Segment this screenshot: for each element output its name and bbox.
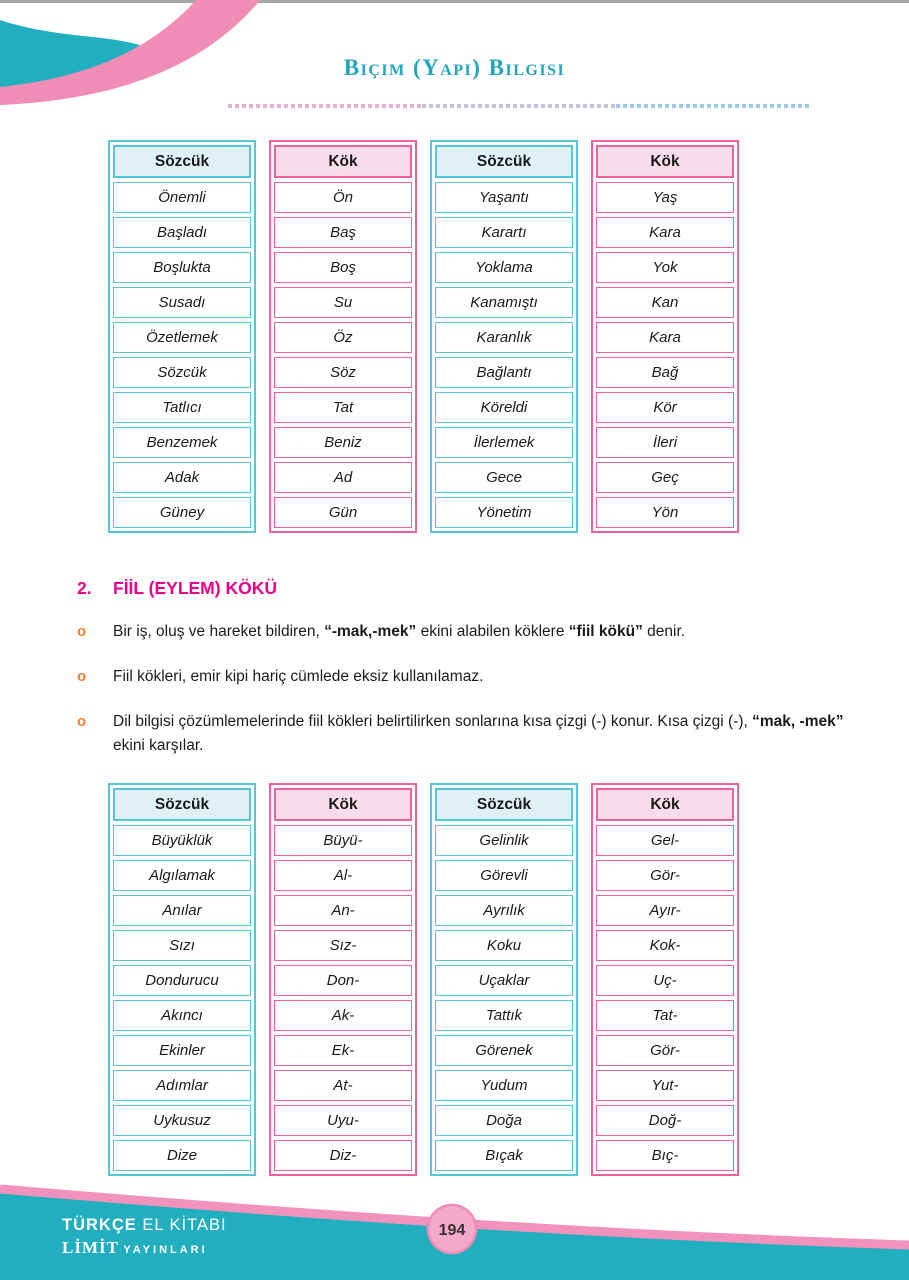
section-title: FİİL (EYLEM) KÖKÜ [113, 578, 277, 598]
text-segment: Dil bilgisi çözümlemelerinde fiil kökleri belirtilirken sonlarına kısa çizgi (-) konur. Kısa çizgi (-), [113, 713, 753, 730]
table-cell: Doğa [435, 1105, 573, 1136]
table-cell: Ad [274, 462, 412, 493]
page-number: 194 [438, 1222, 466, 1239]
table-cell: An- [274, 895, 412, 926]
table-top-root-right [591, 140, 739, 533]
table-header: Kök [596, 145, 734, 178]
bullet-list [77, 620, 867, 779]
table-cell: Ekinler [113, 1035, 251, 1066]
table-cell: Önemli [113, 182, 251, 213]
table-cell: Görenek [435, 1035, 573, 1066]
table-cell: Geç [596, 462, 734, 493]
table-cell: İlerlemek [435, 427, 573, 458]
table-cell: Köreldi [435, 392, 573, 423]
list-item [77, 620, 867, 644]
table-top-word-right [430, 140, 578, 533]
table-cell: Büyü- [274, 825, 412, 856]
table-cell: Ön [274, 182, 412, 213]
list-item [77, 665, 867, 689]
table-bottom-root-right [591, 783, 739, 1176]
brand-rest: EL KİTABI [142, 1216, 227, 1234]
table-cell: Başladı [113, 217, 251, 248]
text-segment-bold: “fiil kökü” [568, 623, 643, 640]
table-cell: Kara [596, 217, 734, 248]
table-cell: Ak- [274, 1000, 412, 1031]
table-cell: Tatlıcı [113, 392, 251, 423]
table-header: Sözcük [435, 788, 573, 821]
brand-line-1 [62, 1216, 227, 1235]
table-cell: Bıç- [596, 1140, 734, 1171]
table-cell: Karanlık [435, 322, 573, 353]
table-cell: Uç- [596, 965, 734, 996]
table-cell: At- [274, 1070, 412, 1101]
separator-segment-blue [616, 104, 810, 108]
text-segment: Bir iş, oluş ve hareket bildiren, [113, 623, 325, 640]
table-header: Kök [274, 788, 412, 821]
table-cell: Gör- [596, 860, 734, 891]
table-cell: Boşlukta [113, 252, 251, 283]
brand-bold: TÜRKÇE [62, 1216, 137, 1234]
bullet-icon: o [77, 668, 87, 685]
table-cell: Gece [435, 462, 573, 493]
table-cell: Söz [274, 357, 412, 388]
table-top-word-left [108, 140, 256, 533]
table-cell: Ayır- [596, 895, 734, 926]
word-root-tables-top [108, 140, 739, 533]
table-bottom-word-right [430, 783, 578, 1176]
publisher-brand [62, 1216, 227, 1258]
table-cell: Bağ [596, 357, 734, 388]
table-cell: Doğ- [596, 1105, 734, 1136]
table-cell: Uçaklar [435, 965, 573, 996]
section-heading [77, 578, 277, 599]
table-cell: Güney [113, 497, 251, 528]
table-header: Kök [596, 788, 734, 821]
table-cell: Sızı [113, 930, 251, 961]
table-cell: Kanamıştı [435, 287, 573, 318]
table-cell: Yaş [596, 182, 734, 213]
table-cell: Yut- [596, 1070, 734, 1101]
table-cell: Diz- [274, 1140, 412, 1171]
table-cell: Yaşantı [435, 182, 573, 213]
table-cell: Anılar [113, 895, 251, 926]
table-cell: Bağlantı [435, 357, 573, 388]
table-header: Sözcük [113, 788, 251, 821]
table-cell: Gel- [596, 825, 734, 856]
text-segment-bold: “-mak,-mek” [324, 623, 417, 640]
table-bottom-word-left [108, 783, 256, 1176]
list-item [77, 710, 867, 758]
table-cell: Al- [274, 860, 412, 891]
table-header: Kök [274, 145, 412, 178]
table-cell: Su [274, 287, 412, 318]
bullet-text [113, 665, 867, 689]
text-segment: denir. [642, 623, 686, 640]
table-cell: Dize [113, 1140, 251, 1171]
table-cell: Uykusuz [113, 1105, 251, 1136]
table-cell: Yudum [435, 1070, 573, 1101]
table-cell: Sözcük [113, 357, 251, 388]
dotted-separator-line [228, 104, 810, 108]
table-cell: Yön [596, 497, 734, 528]
table-cell: İleri [596, 427, 734, 458]
table-cell: Özetlemek [113, 322, 251, 353]
table-cell: Karartı [435, 217, 573, 248]
table-cell: Koku [435, 930, 573, 961]
table-cell: Öz [274, 322, 412, 353]
table-cell: Adak [113, 462, 251, 493]
table-cell: Bıçak [435, 1140, 573, 1171]
table-cell: Benzemek [113, 427, 251, 458]
table-cell: Kan [596, 287, 734, 318]
table-cell: Tattık [435, 1000, 573, 1031]
text-segment: ekini alabilen köklere [416, 623, 569, 640]
table-cell: Gün [274, 497, 412, 528]
table-cell: Baş [274, 217, 412, 248]
text-segment: Fiil kökleri, emir kipi hariç cümlede eksiz kullanılamaz. [113, 668, 484, 685]
table-cell: Akıncı [113, 1000, 251, 1031]
table-top-root-left [269, 140, 417, 533]
table-cell: Don- [274, 965, 412, 996]
table-cell: Kör [596, 392, 734, 423]
separator-segment-pink [228, 104, 422, 108]
table-cell: Kara [596, 322, 734, 353]
table-cell: Gör- [596, 1035, 734, 1066]
word-root-tables-bottom [108, 783, 739, 1176]
publisher-type: YAYINLARI [123, 1244, 208, 1256]
table-cell: Tat- [596, 1000, 734, 1031]
table-cell: Büyüklük [113, 825, 251, 856]
text-segment-bold: “mak, -mek” [752, 713, 844, 730]
bullet-text [113, 620, 867, 644]
table-cell: Algılamak [113, 860, 251, 891]
section-number: 2. [77, 578, 92, 598]
table-cell: Tat [274, 392, 412, 423]
page-title: Biçim (Yapı) Bilgisi [343, 55, 566, 80]
table-cell: Dondurucu [113, 965, 251, 996]
table-cell: Uyu- [274, 1105, 412, 1136]
brand-line-2 [62, 1238, 227, 1258]
table-cell: Kok- [596, 930, 734, 961]
text-segment: ekini karşılar. [113, 737, 204, 754]
table-cell: Sız- [274, 930, 412, 961]
publisher-name: LİMİT [62, 1238, 119, 1257]
table-cell: Yoklama [435, 252, 573, 283]
table-cell: Beniz [274, 427, 412, 458]
table-header: Sözcük [113, 145, 251, 178]
separator-segment-lavender [422, 104, 616, 108]
table-cell: Görevli [435, 860, 573, 891]
table-header: Sözcük [435, 145, 573, 178]
bullet-icon: o [77, 623, 87, 640]
table-cell: Yönetim [435, 497, 573, 528]
table-cell: Ek- [274, 1035, 412, 1066]
bullet-icon: o [77, 713, 87, 730]
table-cell: Adımlar [113, 1070, 251, 1101]
table-bottom-root-left [269, 783, 417, 1176]
table-cell: Ayrılık [435, 895, 573, 926]
table-cell: Gelinlik [435, 825, 573, 856]
table-cell: Yok [596, 252, 734, 283]
table-cell: Susadı [113, 287, 251, 318]
bullet-text [113, 710, 867, 758]
table-cell: Boş [274, 252, 412, 283]
